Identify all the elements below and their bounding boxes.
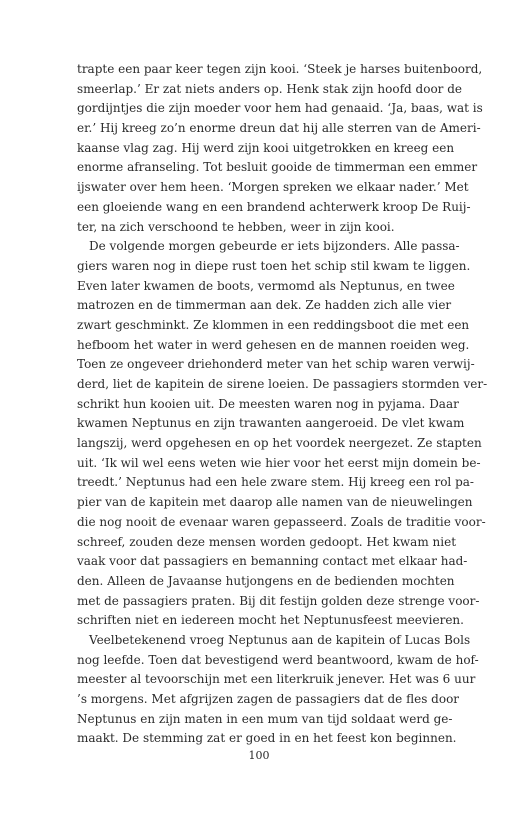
text-line: giers waren nog in diepe rust toen het schip stil kwam te liggen. — [77, 258, 471, 273]
text-line: derd, liet de kapitein de sirene loeien. De passagiers stormden ver- — [77, 377, 488, 391]
page-number: 100 — [248, 749, 270, 762]
text-line: kaanse vlag zag. Hij werd zijn kooi uitgetrokken en kreeg een — [77, 140, 455, 155]
text-line: langszij, werd opgehesen en op het voordek neergezet. Ze stapten — [77, 436, 482, 451]
text-line: maakt. De stemming zat er goed in en het feest kon beginnen. — [77, 731, 457, 746]
text-line: er.’ Hij kreeg zo’n enorme dreun dat hij alle sterren van de Ameri- — [77, 121, 481, 136]
text-line: kwamen Neptunus en zijn trawanten aangeroeid. De vlet kwam — [77, 416, 465, 431]
paragraph — [77, 631, 479, 749]
text-line: smeerlap.’ Er zat niets anders op. Henk stak zijn hoofd door de — [77, 81, 462, 96]
paragraph — [77, 237, 488, 631]
text-line: ’s morgens. Met afgrijzen zagen de passagiers dat de fles door — [77, 692, 460, 706]
text-line: De volgende morgen gebeurde er iets bijzonders. Alle passa- — [89, 239, 460, 254]
text-line: nog leefde. Toen dat bevestigend werd beantwoord, kwam de hof- — [77, 652, 479, 667]
text-line: hefboom het water in werd gehesen en de mannen roeiden weg. — [77, 337, 470, 352]
text-line: uit. ‘Ik wil wel eens weten wie hier voor het eerst mijn domein be- — [77, 455, 481, 470]
text-line: treedt.’ Neptunus had een hele zware stem. Hij kreeg een rol pa- — [77, 475, 474, 490]
text-line: Veelbetekenend vroeg Neptunus aan de kapitein of Lucas Bols — [89, 632, 471, 647]
text-line: den. Alleen de Javaanse hutjongens en de bedienden mochten — [77, 573, 455, 588]
text-line: zwart geschminkt. Ze klommen in een reddingsboot die met een — [77, 317, 470, 332]
text-line: vaak voor dat passagiers en bemanning contact met elkaar had- — [77, 554, 468, 569]
text-line: gordijntjes die zijn moeder voor hem had genaaid. ‘Ja, baas, wat is — [77, 101, 483, 116]
text-line: een gloeiende wang en een brandend achterwerk kroop De Ruij- — [77, 199, 471, 214]
paragraph — [77, 60, 483, 237]
text-line: Neptunus en zijn maten in een mum van tijd soldaat werd ge- — [77, 711, 453, 726]
text-line: meester al tevoorschijn met een literkruik jenever. Het was 6 uur — [77, 672, 476, 687]
text-line: trapte een paar keer tegen zijn kooi. ‘Steek je harses buitenboord, — [77, 62, 483, 76]
text-line: die nog nooit de evenaar waren gepasseerd. Zoals de traditie voor- — [77, 514, 486, 529]
text-line: matrozen en de timmerman aan dek. Ze hadden zich alle vier — [77, 298, 452, 313]
body-text — [77, 60, 488, 749]
text-line: ijswater over hem heen. ‘Morgen spreken we elkaar nader.’ Met — [77, 180, 469, 195]
text-line: schriften niet en iedereen mocht het Neptunusfeest meevieren. — [77, 613, 464, 628]
text-line: met de passagiers praten. Bij dit festijn golden deze strenge voor- — [77, 593, 480, 608]
text-line: pier van de kapitein met daarop alle namen van de nieuwelingen — [77, 495, 473, 510]
text-line: schreef, zouden deze mensen worden gedoopt. Het kwam niet — [77, 534, 457, 549]
text-line: enorme afranseling. Tot besluit gooide de timmerman een emmer — [77, 160, 478, 175]
text-line: Even later kwamen de boots, vermomd als Neptunus, en twee — [77, 278, 455, 293]
text-line: schrikt hun kooien uit. De meesten waren nog in pyjama. Daar — [77, 396, 459, 411]
text-line: ter, na zich verschoond te hebben, weer in zijn kooi. — [77, 219, 395, 234]
text-line: Toen ze ongeveer driehonderd meter van het schip waren verwij- — [77, 357, 475, 372]
